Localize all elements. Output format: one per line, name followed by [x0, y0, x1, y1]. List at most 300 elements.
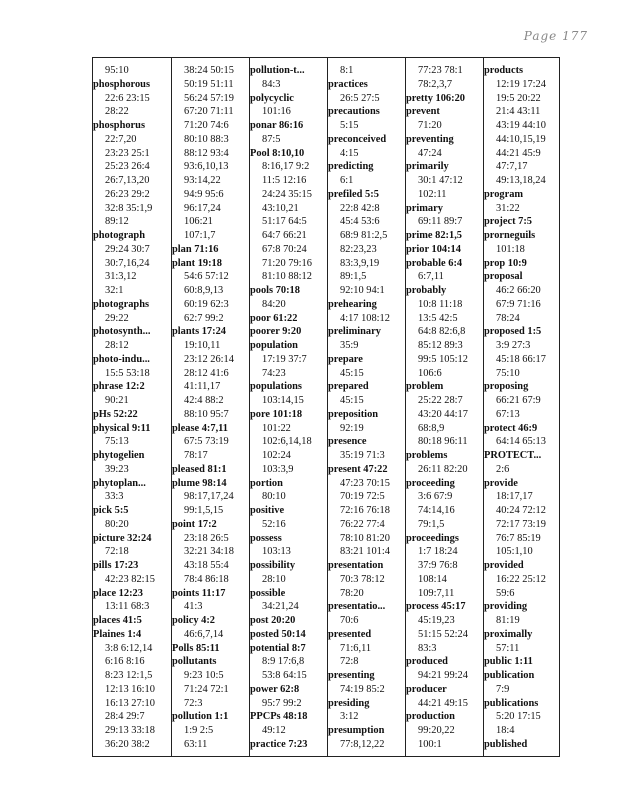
index-reference: 80:20 [105, 518, 129, 530]
index-term: presenting [328, 670, 375, 681]
index-term: Pool 8:10,10 [250, 147, 305, 159]
index-term: prepare [328, 353, 363, 365]
index-reference: 42:23 82:15 [105, 573, 155, 585]
index-reference: 83:3 [418, 642, 437, 654]
index-reference: 25:23 26:4 [105, 161, 150, 173]
index-reference: 38:24 50:15 [184, 65, 234, 76]
index-reference: 87:5 [262, 133, 281, 145]
index-term: pick 5:5 [93, 505, 129, 516]
index-term: prop 10:9 [484, 257, 527, 269]
index-reference: 30:7,16,24 [105, 257, 150, 269]
index-term: pleased 81:1 [172, 463, 227, 475]
index-reference: 96:17,24 [184, 202, 221, 214]
index-reference: 13:5 42:5 [418, 312, 458, 324]
index-reference: 101:16 [262, 106, 291, 118]
index-reference: 81:10 88:12 [262, 271, 312, 283]
index-reference: 45:15 [340, 395, 364, 406]
index-term: plan 71:16 [172, 243, 219, 255]
index-term: population [250, 340, 298, 351]
index-reference: 103:14,15 [262, 395, 304, 406]
index-reference: 1:9 2:5 [184, 725, 214, 736]
index-reference: 9:23 10:5 [184, 670, 224, 681]
index-term: post 20:20 [250, 615, 296, 626]
index-reference: 78:20 [340, 587, 364, 599]
index-reference: 74:23 [262, 367, 286, 379]
index-reference: 30:1 47:12 [418, 175, 463, 186]
index-reference: 41:3 [184, 601, 203, 613]
index-reference: 6:16 8:16 [105, 656, 145, 668]
index-term: present 47:22 [328, 463, 388, 475]
index-reference: 93:14,22 [184, 175, 221, 186]
index-reference: 92:10 94:1 [340, 285, 385, 296]
index-reference: 75:13 [105, 436, 129, 448]
index-term: portion [250, 477, 283, 489]
index-column-5 [405, 58, 483, 756]
index-term: providing [484, 601, 528, 613]
index-term: prime 82:1,5 [406, 230, 462, 241]
index-reference: 93:6,10,13 [184, 161, 229, 173]
index-reference: 5:15 [340, 120, 359, 131]
index-reference: 95:10 [105, 65, 129, 76]
index-term: posted 50:14 [250, 628, 306, 640]
index-term: pollutants [172, 656, 217, 668]
index-term: problem [406, 381, 444, 393]
index-reference: 19:10,11 [184, 340, 221, 351]
index-term: process 45:17 [406, 601, 466, 613]
index-reference: 44:21 49:15 [418, 697, 468, 709]
index-reference: 88:12 93:4 [184, 147, 229, 159]
index-term: probably [406, 285, 447, 296]
index-column-1 [93, 58, 171, 756]
index-term: picture 32:24 [93, 532, 152, 544]
index-reference: 77:23 78:1 [418, 65, 463, 76]
index-term: populations [250, 381, 302, 393]
index-reference: 77:8,12,22 [340, 738, 385, 750]
index-term: presentation [328, 560, 384, 571]
index-term: published [484, 738, 528, 750]
index-reference: 67:5 73:19 [184, 436, 229, 448]
index-reference: 103:3,9 [262, 463, 294, 475]
index-reference: 74:19 85:2 [340, 683, 385, 695]
index-term: plants 17:24 [172, 326, 226, 338]
index-reference: 72:8 [340, 656, 359, 668]
index-reference: 3:6 67:9 [418, 491, 453, 503]
index-term: pretty 106:20 [406, 92, 465, 104]
index-reference: 15:5 53:18 [105, 367, 150, 379]
index-table [92, 57, 560, 757]
index-reference: 94:21 99:24 [418, 670, 468, 681]
index-term: pools 70:18 [250, 285, 300, 296]
index-term: polycyclic [250, 92, 294, 104]
index-reference: 72:18 [105, 546, 129, 558]
index-reference: 46:6,7,14 [184, 628, 224, 640]
index-reference: 108:14 [418, 573, 447, 585]
index-reference: 76:7 85:19 [496, 532, 541, 544]
index-reference: 64:7 66:21 [262, 230, 307, 241]
index-reference: 74:14,16 [418, 505, 455, 516]
index-reference: 12:13 16:10 [105, 683, 155, 695]
index-term: primary [406, 202, 443, 214]
page-number-label: Page 177 [523, 29, 588, 43]
index-reference: 109:7,11 [418, 587, 455, 599]
index-reference: 37:9 76:8 [418, 560, 458, 571]
index-term: preconceived [328, 133, 387, 145]
index-term: presentatio... [328, 601, 386, 613]
index-reference: 92:19 [340, 422, 364, 434]
index-reference: 68:9 81:2,5 [340, 230, 388, 241]
index-reference: 71:20 [418, 120, 442, 131]
index-reference: 52:16 [262, 518, 286, 530]
index-term: prior 104:14 [406, 243, 461, 255]
index-reference: 95:7 99:2 [262, 697, 302, 709]
index-reference: 43:18 55:4 [184, 560, 229, 571]
index-term: primarily [406, 161, 449, 173]
index-term: plume 98:14 [172, 477, 227, 489]
index-reference: 28:10 [262, 573, 286, 585]
index-reference: 71:20 74:6 [184, 120, 229, 131]
index-reference: 49:13,18,24 [496, 175, 546, 186]
index-reference: 28:22 [105, 106, 129, 118]
index-reference: 72:17 73:19 [496, 518, 546, 530]
index-reference: 81:19 [496, 615, 520, 626]
index-term: poorer 9:20 [250, 326, 302, 338]
index-reference: 8:9 17:6,8 [262, 656, 305, 668]
index-term: practice 7:23 [250, 738, 308, 750]
index-reference: 78:24 [496, 312, 520, 324]
index-reference: 23:12 26:14 [184, 353, 234, 365]
index-term: program [484, 188, 524, 200]
index-reference: 26:7,13,20 [105, 175, 150, 186]
index-reference: 78:17 [184, 450, 208, 461]
index-reference: 89:1,5 [340, 271, 367, 283]
index-reference: 44:21 45:9 [496, 147, 541, 159]
index-reference: 101:18 [496, 243, 525, 255]
index-reference: 24:24 35:15 [262, 188, 312, 200]
index-reference: 57:11 [496, 642, 520, 654]
index-reference: 47:24 [418, 147, 442, 159]
index-term: proximally [484, 628, 533, 640]
index-reference: 10:8 11:18 [418, 298, 463, 310]
index-term: producer [406, 683, 447, 695]
index-term: provide [484, 477, 518, 489]
index-column-4 [327, 58, 405, 756]
index-term: presence [328, 436, 367, 448]
index-term: phosphorus [93, 120, 145, 131]
index-reference: 45:19,23 [418, 615, 455, 626]
index-term: phytoplan... [93, 477, 146, 489]
index-reference: 23:18 26:5 [184, 532, 229, 544]
index-term: presiding [328, 697, 370, 709]
index-reference: 82:23,23 [340, 243, 377, 255]
index-term: problems [406, 450, 448, 461]
index-term: PROTECT... [484, 450, 542, 461]
index-reference: 11:5 12:16 [262, 175, 307, 186]
index-reference: 75:10 [496, 367, 520, 379]
index-reference: 83:3,9,19 [340, 257, 380, 269]
index-reference: 16:13 27:10 [105, 697, 155, 709]
index-term: possess [250, 532, 282, 544]
index-reference: 5:20 17:15 [496, 711, 541, 723]
index-term: plant 19:18 [172, 257, 222, 269]
index-reference: 32:8 35:1,9 [105, 202, 153, 214]
index-reference: 67:8 70:24 [262, 243, 307, 255]
index-reference: 7:9 [496, 683, 510, 695]
index-term: precautions [328, 106, 380, 118]
index-column-2 [171, 58, 249, 756]
index-term: possibility [250, 560, 296, 571]
index-reference: 105:1,10 [496, 546, 533, 558]
index-reference: 45:4 53:6 [340, 216, 380, 228]
index-term: potential 8:7 [250, 642, 306, 654]
index-reference: 99:1,5,15 [184, 505, 224, 516]
index-term: point 17:2 [172, 518, 217, 530]
index-term: project 7:5 [484, 216, 532, 228]
index-term: provided [484, 560, 524, 571]
index-reference: 64:8 82:6,8 [418, 326, 466, 338]
index-reference: 45:18 66:17 [496, 353, 546, 365]
index-reference: 31:3,12 [105, 271, 137, 283]
index-reference: 51:15 52:24 [418, 628, 468, 640]
index-reference: 79:1,5 [418, 518, 445, 530]
index-term: phrase 12:2 [93, 381, 145, 393]
index-term: possible [250, 587, 286, 599]
index-reference: 62:7 99:2 [184, 312, 224, 324]
index-term: publication [484, 670, 535, 681]
index-term: positive [250, 505, 285, 516]
index-reference: 103:13 [262, 546, 291, 558]
index-reference: 8:23 12:1,5 [105, 670, 153, 681]
index-term: protect 46:9 [484, 422, 538, 434]
index-reference: 89:12 [105, 216, 129, 228]
index-reference: 80:10 88:3 [184, 133, 229, 145]
index-reference: 34:21,24 [262, 601, 299, 613]
index-term: policy 4:2 [172, 615, 216, 626]
index-term: photo-indu... [93, 353, 150, 365]
index-reference: 88:10 95:7 [184, 408, 229, 420]
index-term: products [484, 65, 524, 76]
index-term: pollution-t... [250, 65, 305, 76]
index-reference: 28:12 [105, 340, 129, 351]
index-column-6 [483, 58, 561, 756]
index-term: predicting [328, 161, 374, 173]
index-reference: 44:10,15,19 [496, 133, 546, 145]
index-reference: 60:8,9,13 [184, 285, 224, 296]
index-term: ponar 86:16 [250, 120, 304, 131]
index-reference: 71:24 72:1 [184, 683, 229, 695]
index-term: produced [406, 656, 448, 668]
index-reference: 12:19 17:24 [496, 78, 546, 90]
index-term: prehearing [328, 298, 377, 310]
index-reference: 26:5 27:5 [340, 92, 380, 104]
index-reference: 13:11 68:3 [105, 601, 150, 613]
index-term: poor 61:22 [250, 312, 298, 324]
index-reference: 67:9 71:16 [496, 298, 541, 310]
index-reference: 43:19 44:10 [496, 120, 546, 131]
index-reference: 67:13 [496, 408, 520, 420]
index-reference: 56:24 57:19 [184, 92, 234, 104]
index-reference: 21:4 43:11 [496, 106, 541, 118]
index-reference: 102:11 [418, 188, 447, 200]
index-reference: 59:6 [496, 587, 515, 599]
index-reference: 45:15 [340, 367, 364, 379]
index-reference: 85:12 89:3 [418, 340, 463, 351]
index-term: physical 9:11 [93, 422, 151, 434]
index-reference: 101:22 [262, 422, 291, 434]
index-reference: 76:22 77:4 [340, 518, 385, 530]
index-term: publications [484, 697, 539, 709]
index-term: proposing [484, 381, 529, 393]
index-reference: 53:8 64:15 [262, 670, 307, 681]
index-reference: 71:20 79:16 [262, 257, 312, 269]
index-reference: 46:2 66:20 [496, 285, 541, 296]
index-reference: 94:9 95:6 [184, 188, 224, 200]
index-reference: 22:7,20 [105, 133, 137, 145]
index-reference: 22:6 23:15 [105, 92, 150, 104]
index-reference: 100:1 [418, 738, 442, 750]
index-term: proceeding [406, 477, 455, 489]
index-reference: 29:13 33:18 [105, 725, 155, 736]
index-term: Plaines 1:4 [93, 628, 142, 640]
index-reference: 70:19 72:5 [340, 491, 385, 503]
index-reference: 18:17,17 [496, 491, 533, 503]
index-reference: 35:9 [340, 340, 359, 351]
index-term: photosynth... [93, 326, 151, 338]
index-reference: 72:3 [184, 697, 203, 709]
index-term: please 4:7,11 [172, 422, 228, 434]
index-term: preventing [406, 133, 454, 145]
index-reference: 43:10,21 [262, 202, 299, 214]
index-reference: 84:3 [262, 78, 281, 90]
index-reference: 22:8 42:8 [340, 202, 380, 214]
index-reference: 106:6 [418, 367, 442, 379]
index-term: PPCPs 48:18 [250, 711, 308, 723]
index-term: pills 17:23 [93, 560, 139, 571]
index-reference: 32:1 [105, 285, 124, 296]
index-reference: 63:11 [184, 738, 208, 750]
index-reference: 98:17,17,24 [184, 491, 234, 503]
index-column-3 [249, 58, 327, 756]
index-reference: 70:6 [340, 615, 359, 626]
index-reference: 39:23 [105, 463, 129, 475]
index-reference: 3:8 6:12,14 [105, 642, 153, 654]
index-term: production [406, 711, 455, 723]
index-term: pore 101:18 [250, 408, 303, 420]
index-reference: 6:7,11 [418, 271, 444, 283]
index-reference: 31:22 [496, 202, 520, 214]
index-reference: 18:4 [496, 725, 515, 736]
index-term: practices [328, 78, 368, 90]
index-term: phytogelien [93, 450, 145, 461]
index-reference: 70:3 78:12 [340, 573, 385, 585]
index-term: photographs [93, 298, 150, 310]
index-term: phosphorous [93, 78, 150, 90]
index-term: Polls 85:11 [172, 642, 220, 654]
index-reference: 99:5 105:12 [418, 353, 468, 365]
index-term: presumption [328, 725, 385, 736]
index-reference: 29:22 [105, 312, 129, 324]
index-reference: 80:10 [262, 491, 286, 503]
index-reference: 4:15 [340, 147, 359, 159]
index-reference: 47:7,17 [496, 161, 528, 173]
index-reference: 42:4 88:2 [184, 395, 224, 406]
index-reference: 1:7 18:24 [418, 546, 458, 558]
index-reference: 28:4 29:7 [105, 711, 145, 723]
index-reference: 17:19 37:7 [262, 353, 307, 365]
index-reference: 83:21 101:4 [340, 546, 390, 558]
index-term: place 12:23 [93, 587, 143, 599]
index-term: prepared [328, 381, 369, 393]
index-reference: 107:1,7 [184, 230, 216, 241]
index-term: presented [328, 628, 372, 640]
index-reference: 4:17 108:12 [340, 312, 390, 324]
index-reference: 3:12 [340, 711, 359, 723]
index-term: power 62:8 [250, 683, 300, 695]
index-reference: 35:19 71:3 [340, 450, 385, 461]
index-reference: 3:9 27:3 [496, 340, 531, 351]
index-reference: 25:22 28:7 [418, 395, 463, 406]
index-reference: 84:20 [262, 298, 286, 310]
index-reference: 67:20 71:11 [184, 106, 234, 118]
index-reference: 90:21 [105, 395, 129, 406]
index-reference: 69:11 89:7 [418, 216, 463, 228]
index-reference: 102:24 [262, 450, 291, 461]
index-term: points 11:17 [172, 587, 226, 599]
index-reference: 47:23 70:15 [340, 477, 390, 489]
index-reference: 28:12 41:6 [184, 367, 229, 379]
index-reference: 6:1 [340, 175, 354, 186]
index-reference: 49:12 [262, 725, 286, 736]
index-reference: 78:10 81:20 [340, 532, 390, 544]
index-reference: 16:22 25:12 [496, 573, 546, 585]
index-reference: 78:2,3,7 [418, 78, 453, 90]
index-reference: 72:16 76:18 [340, 505, 390, 516]
index-reference: 8:1 [340, 65, 354, 76]
index-term: proposed 1:5 [484, 326, 542, 338]
index-term: probable 6:4 [406, 257, 463, 269]
index-reference: 8:16,17 9:2 [262, 161, 310, 173]
index-reference: 19:5 20:22 [496, 92, 541, 104]
index-term: preliminary [328, 326, 381, 338]
index-reference: 54:6 57:12 [184, 271, 229, 283]
index-reference: 99:20,22 [418, 725, 455, 736]
index-reference: 80:18 96:11 [418, 436, 468, 448]
index-reference: 50:19 51:11 [184, 78, 234, 90]
index-reference: 102:6,14,18 [262, 436, 312, 448]
index-term: pollution 1:1 [172, 711, 229, 723]
index-reference: 78:4 86:18 [184, 573, 229, 585]
index-reference: 106:21 [184, 216, 213, 228]
index-reference: 66:21 67:9 [496, 395, 541, 406]
index-reference: 41:11,17 [184, 381, 221, 393]
index-term: places 41:5 [93, 615, 142, 626]
index-term: prorneguils [484, 230, 536, 241]
index-reference: 32:21 34:18 [184, 546, 234, 558]
index-reference: 60:19 62:3 [184, 298, 229, 310]
index-reference: 43:20 44:17 [418, 408, 468, 420]
index-term: public 1:11 [484, 656, 533, 668]
index-reference: 2:6 [496, 463, 510, 475]
index-reference: 23:23 25:1 [105, 147, 150, 159]
index-reference: 26:11 82:20 [418, 463, 468, 475]
index-term: proceedings [406, 532, 459, 544]
index-term: pHs 52:22 [93, 408, 138, 420]
index-term: preposition [328, 408, 379, 420]
index-reference: 29:24 30:7 [105, 243, 150, 255]
index-term: photograph [93, 230, 145, 241]
index-reference: 68:8,9 [418, 422, 445, 434]
index-reference: 71:6,11 [340, 642, 372, 654]
index-reference: 36:20 38:2 [105, 738, 150, 750]
